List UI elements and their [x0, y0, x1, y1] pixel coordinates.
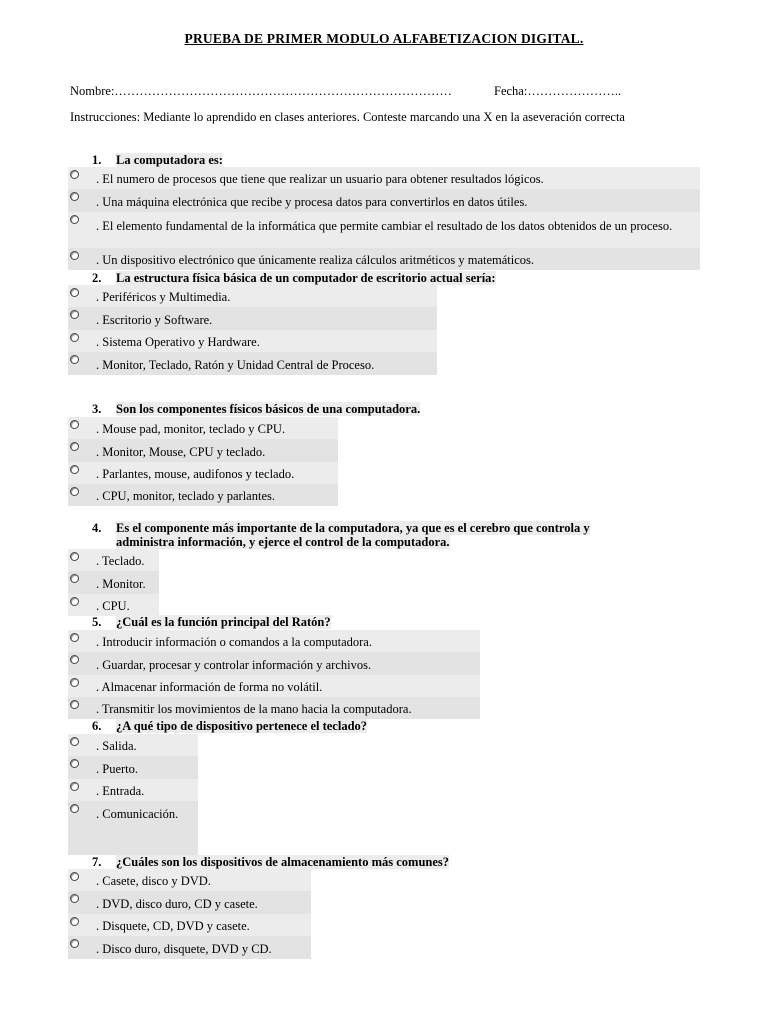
- question-6: [92, 719, 367, 733]
- question-text: La computadora es:: [116, 153, 223, 167]
- radio-button-icon[interactable]: [70, 737, 79, 746]
- question-number: 6.: [92, 719, 102, 733]
- option-2d[interactable]: [68, 352, 437, 375]
- radio-button-icon[interactable]: [70, 655, 79, 664]
- option-text: . CPU, monitor, teclado y parlantes.: [96, 489, 275, 503]
- question-5: [92, 615, 331, 629]
- option-1a[interactable]: [68, 167, 700, 189]
- option-7b[interactable]: [68, 891, 311, 914]
- question-number: 5.: [92, 615, 102, 629]
- option-text: . Monitor, Mouse, CPU y teclado.: [96, 445, 266, 459]
- radio-button-icon[interactable]: [70, 465, 79, 474]
- radio-button-icon[interactable]: [70, 552, 79, 561]
- option-text: . Disquete, CD, DVD y casete.: [96, 919, 250, 933]
- option-text: . Mouse pad, monitor, teclado y CPU.: [96, 422, 286, 436]
- option-text: . Teclado.: [96, 554, 145, 568]
- radio-button-icon[interactable]: [70, 700, 79, 709]
- option-text: . DVD, disco duro, CD y casete.: [96, 897, 258, 911]
- option-text: . El elemento fundamental de la informática que permite cambiar el resultado de los datos obtenidos de un proceso.: [96, 219, 673, 233]
- radio-button-icon[interactable]: [70, 759, 79, 768]
- radio-button-icon[interactable]: [70, 678, 79, 687]
- question-number: 4.: [92, 521, 102, 535]
- option-text: . Sistema Operativo y Hardware.: [96, 335, 260, 349]
- option-4a[interactable]: [68, 549, 159, 571]
- option-text: . Parlantes, mouse, audifonos y teclado.: [96, 467, 295, 481]
- question-text: ¿Cuál es la función principal del Ratón?: [116, 615, 331, 629]
- radio-button-icon[interactable]: [70, 288, 79, 297]
- option-5b[interactable]: [68, 652, 480, 675]
- option-3b[interactable]: [68, 439, 338, 462]
- option-text: . Una máquina electrónica que recibe y procesa datos para convertirlos en datos útiles.: [96, 195, 528, 209]
- option-2b[interactable]: [68, 307, 437, 330]
- option-4b[interactable]: [68, 571, 159, 594]
- option-text: . Entrada.: [96, 784, 145, 798]
- radio-button-icon[interactable]: [70, 872, 79, 881]
- option-text: . Monitor.: [96, 577, 146, 591]
- question-number: 7.: [92, 855, 102, 869]
- option-6b[interactable]: [68, 756, 198, 779]
- radio-button-icon[interactable]: [70, 310, 79, 319]
- option-1d[interactable]: [68, 248, 700, 270]
- question-2: [92, 271, 496, 285]
- option-text: . Disco duro, disquete, DVD y CD.: [96, 942, 272, 956]
- option-6d[interactable]: [68, 801, 198, 855]
- instructions: Instrucciones: Mediante lo aprendido en clases anteriores. Conteste marcando una X en la aseveración correcta: [70, 110, 625, 124]
- option-text: . Introducir información o comandos a la computadora.: [96, 635, 372, 649]
- radio-button-icon[interactable]: [70, 420, 79, 429]
- question-number: 2.: [92, 271, 102, 285]
- option-3c[interactable]: [68, 462, 338, 484]
- question-text: ¿Cuáles son los dispositivos de almacenamiento más comunes?: [116, 855, 450, 869]
- option-text: . Periféricos y Multimedia.: [96, 290, 231, 304]
- option-text: . Comunicación.: [96, 807, 179, 821]
- option-5c[interactable]: [68, 675, 480, 697]
- option-7c[interactable]: [68, 914, 311, 936]
- question-text: ¿A qué tipo de dispositivo pertenece el teclado?: [116, 719, 368, 733]
- option-text: . El numero de procesos que tiene que realizar un usuario para obtener resultados lógicos.: [96, 172, 544, 186]
- option-7a[interactable]: [68, 869, 311, 891]
- option-text: . Escritorio y Software.: [96, 313, 213, 327]
- question-number: 1.: [92, 153, 102, 167]
- radio-button-icon[interactable]: [70, 487, 79, 496]
- option-text: . Un dispositivo electrónico que únicamente realiza cálculos aritméticos y matemáticos.: [96, 253, 535, 267]
- option-1c[interactable]: [68, 212, 700, 248]
- option-3a[interactable]: [68, 417, 338, 439]
- question-4-continued: [116, 535, 450, 549]
- nombre-field[interactable]: Nombre:………………………………………………………………………: [70, 84, 452, 98]
- radio-button-icon[interactable]: [70, 574, 79, 583]
- radio-button-icon[interactable]: [70, 782, 79, 791]
- radio-button-icon[interactable]: [70, 597, 79, 606]
- option-text: . Almacenar información de forma no volátil.: [96, 680, 323, 694]
- radio-button-icon[interactable]: [70, 170, 79, 179]
- question-3: [92, 402, 420, 416]
- question-text: Son los componentes físicos básicos de una computadora.: [116, 402, 421, 416]
- option-text: . Monitor, Teclado, Ratón y Unidad Central de Proceso.: [96, 358, 375, 372]
- option-6c[interactable]: [68, 779, 198, 801]
- question-text: La estructura física básica de un computador de escritorio actual sería:: [116, 271, 496, 285]
- option-5a[interactable]: [68, 630, 480, 652]
- radio-button-icon[interactable]: [70, 442, 79, 451]
- option-text: . Transmitir los movimientos de la mano hacia la computadora.: [96, 702, 412, 716]
- radio-button-icon[interactable]: [70, 917, 79, 926]
- option-7d[interactable]: [68, 936, 311, 959]
- option-text: . Guardar, procesar y controlar información y archivos.: [96, 658, 372, 672]
- question-text-line-2: administra información, y ejerce el control de la computadora.: [116, 535, 450, 549]
- option-1b[interactable]: [68, 189, 700, 212]
- option-2c[interactable]: [68, 330, 437, 352]
- radio-button-icon[interactable]: [70, 355, 79, 364]
- option-5d[interactable]: [68, 697, 480, 719]
- option-text: . Salida.: [96, 739, 137, 753]
- option-6a[interactable]: [68, 734, 198, 756]
- option-4c[interactable]: [68, 594, 159, 616]
- question-text: Es el componente más importante de la computadora, ya que es el cerebro que controla y: [116, 521, 590, 535]
- radio-button-icon[interactable]: [70, 939, 79, 948]
- option-2a[interactable]: [68, 285, 437, 307]
- question-4: [92, 521, 590, 535]
- fecha-field[interactable]: Fecha:…………………..: [494, 84, 622, 98]
- option-text: . CPU.: [96, 599, 130, 613]
- radio-button-icon[interactable]: [70, 804, 79, 813]
- option-3d[interactable]: [68, 484, 338, 506]
- radio-button-icon[interactable]: [70, 333, 79, 342]
- option-text: . Puerto.: [96, 762, 139, 776]
- radio-button-icon[interactable]: [70, 894, 79, 903]
- question-1: [92, 153, 223, 167]
- radio-button-icon[interactable]: [70, 633, 79, 642]
- radio-button-icon[interactable]: [70, 192, 79, 201]
- option-text: . Casete, disco y DVD.: [96, 874, 211, 888]
- question-7: [92, 855, 449, 869]
- radio-button-icon[interactable]: [70, 251, 79, 260]
- page-title: PRUEBA DE PRIMER MODULO ALFABETIZACION DIGITAL.: [184, 31, 584, 46]
- question-number: 3.: [92, 402, 102, 416]
